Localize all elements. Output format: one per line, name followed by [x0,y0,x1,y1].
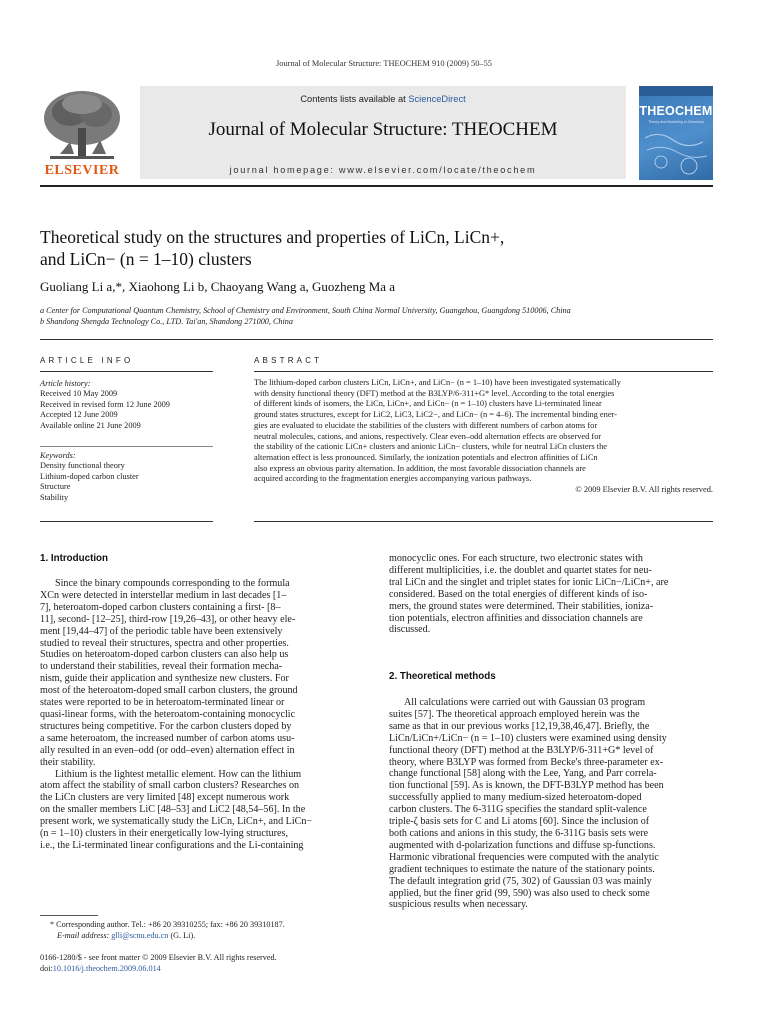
abstract-divider [254,371,713,372]
body-line: monocyclic ones. For each structure, two electronic states with [389,553,643,564]
article-info-label: ARTICLE INFO [40,356,134,365]
email-link[interactable]: glli@scnu.edu.cn [111,930,169,940]
body-line: tion potentials, electron affinities and dissociation channels are [389,612,643,624]
corresponding-author: * Corresponding author. Tel.: +86 20 39310255; fax: +86 20 39310187. [50,920,285,929]
front-matter-divider-left [40,521,213,522]
history-divider [40,446,213,447]
contents-line [140,94,626,104]
body-line: same as that in our previous works [12,19,38,46,47]. Briefly, the [389,720,650,732]
body-line: considered. Based on the total energies of different kinds of iso- [389,588,648,600]
body-line: on the smaller members LiC [48–53] and LiC2 [48,54–56]. In the [40,804,306,816]
keyword-item: Lithium-doped carbon cluster [40,471,139,481]
abstract-line: gies are evaluated to elucidate the stabilities of the clusters with different numbers of carbon atoms for [254,420,598,430]
keywords-title: Keywords: [40,451,76,460]
doi-link[interactable]: 10.1016/j.theochem.2009.06.014 [52,963,161,973]
body-line: (n = 1–10) clusters in their energetically low-lying structures, [40,828,288,840]
history-online: Available online 21 June 2009 [40,420,141,430]
body-line: Since the binary compounds corresponding to the formula [55,578,290,589]
history-received: Received 10 May 2009 [40,389,118,399]
body-line: ally resulted in an even–odd (or odd–even) alternation effect in [40,744,295,756]
doi-line [40,964,370,975]
email-line [40,931,370,942]
body-line: gradient techniques to estimate the nature of the stationary points. [389,863,655,875]
body-line: suspicious results when necessary. [389,899,528,911]
body-line: carbon clusters. The 6-311G specifies the standard split-valence [389,804,647,816]
abstract-label: ABSTRACT [254,356,323,365]
body-line: change functional [58] along with the Lee, Yang, and Parr correla- [389,768,657,780]
body-line: structures being competitive. For the carbon clusters doped by [40,720,292,732]
history-accepted: Accepted 12 June 2009 [40,410,118,420]
affiliation-a: a Center for Computational Quantum Chemistry, School of Chemistry and Environment, South China Normal University, Guangzhou, Guangdong 510006, China [40,306,571,315]
body-line: tion functional [59]. As is known, the DFT-B3LYP method has been [389,780,664,792]
keyword-item: Structure [40,482,71,492]
body-line: suites [57]. The theoretical approach employed herein was the [389,708,640,720]
right-column-intro-continued [389,553,713,636]
tree-icon [40,88,124,164]
footnotes [40,920,370,941]
body-line: applied, but the finer grid (99, 590) was also used to check some [389,887,650,899]
body-line: discussed. [389,624,431,636]
body-line: Lithium is the lightest metallic element. How can the lithium [55,768,302,780]
body-line: a same heteroatom, the increased number of carbon atoms usu- [40,732,295,744]
article-info-divider [40,371,213,372]
body-line: Harmonic vibrational frequencies were computed with the analytic [389,851,659,863]
publication-info [40,953,370,974]
body-line: 11], second- [12–25], third-row [19,26–43], or other heavy ele- [40,613,296,625]
body-line: their stability. [40,756,96,768]
doi-label: doi: [40,963,53,973]
section-heading-methods: 2. Theoretical methods [389,671,496,682]
body-line: XCn were detected in interstellar medium in last decades [1– [40,589,287,601]
body-line: successfully applied to many medium-sized heteroatom-doped [389,792,642,804]
sciencedirect-link[interactable]: ScienceDirect [408,94,466,104]
contents-prefix: Contents lists available at [300,94,409,104]
body-line: mers, the ground states were determined. Their stabilities, ioniza- [389,600,654,612]
article-title [40,226,713,270]
journal-title: Journal of Molecular Structure: THEOCHEM [208,119,558,140]
header-divider [40,185,713,187]
article-authors: Guoliang Li a,*, Xiaohong Li b, Chaoyang Wang a, Guozheng Ma a [40,279,396,294]
body-line: studied to reveal their structures, spectra and other properties. [40,637,289,649]
body-line: most of the heteroatom-doped small carbon clusters, the ground [40,685,298,697]
elsevier-wordmark: ELSEVIER [44,163,120,178]
body-line: 7], heteroatom-doped carbon clusters containing a first- [8– [40,601,281,613]
body-line: to understand their stabilities, reveal their formation mecha- [40,661,283,673]
abstract-copyright: © 2009 Elsevier B.V. All rights reserved. [575,485,713,495]
keywords-block [40,451,215,503]
body-line: The default integration grid (75, 302) of Gaussian 03 was mainly [389,875,652,887]
email-suffix: (G. Li). [168,930,196,940]
article-history [40,379,215,431]
body-line: theory, where B3LYP was formed from Becke's three-parameter ex- [389,756,664,768]
abstract-line: the stability of the cationic LiCn+ clusters and anionic LiCn− clusters, while for neutral LiCn clusters the [254,442,607,452]
abstract-line: acquired according to the fragmentation energies accompanying various pathways. [254,474,532,484]
footnote-divider [40,915,98,916]
journal-cover-thumbnail[interactable] [639,86,713,180]
introduction-body [40,578,365,852]
body-line: functional theory (DFT) method at the B3LYP/6-311+G* level of [389,744,654,756]
body-line: quasi-linear forms, with the heteroatom-containing monocyclic [40,708,296,720]
affiliation-divider [40,339,713,340]
abstract-line: The lithium-doped carbon clusters LiCn, LiCn+, and LiCn− (n = 1–10) have been investigated systematically [254,378,621,387]
abstract-line: of different kinds of isomers, the LiCn, LiCn+, and LiCn− (n = 1–10) clusters have Li-terminated linear [254,399,602,409]
body-line: augmented with d-polarization functions and diffuse sp-functions. [389,839,656,851]
abstract-line: neutral molecules, cations, and anions, respectively. Clear even–odd alternation effects are observed for [254,431,602,441]
affiliation-b: b Shandong Shengda Technology Co., LTD. Tai'an, Shandong 271000, China [40,317,293,326]
abstract-line: with density functional theory (DFT) method at the B3LYP/6-311+G* level. According to the total energies [254,388,615,398]
email-label: E-mail address: [57,930,112,940]
keyword-item: Stability [40,492,69,502]
body-line: both cations and anions in this study, the 6-311G basis sets were [389,827,649,839]
abstract-line: ground states structures, except for LiC2, LiC3, LiC2−, and LiCn− (n = 4–6). The incremental binding ener- [254,410,617,420]
journal-citation: Journal of Molecular Structure: THEOCHEM 910 (2009) 50–55 [276,59,492,68]
keyword-item: Density functional theory [40,461,125,471]
history-title: Article history: [40,379,91,388]
body-line: tral LiCn and the singlet and triplet states for ionic LiCn−/LiCn+, are [389,576,669,588]
cover-title: THEOCHEM [639,104,713,118]
body-line: Studies on heteroatom-doped carbon clusters can also help us [40,649,289,661]
body-line: nism, guide their application and synthesize new clusters. For [40,673,289,685]
issn-line: 0166-1280/$ - see front matter © 2009 Elsevier B.V. All rights reserved. [40,953,277,962]
history-revised: Received in revised form 12 June 2009 [40,399,170,409]
title-line-2: and LiCn− (n = 1–10) clusters [40,249,252,269]
front-matter-divider-right [254,521,713,522]
section-heading-introduction: 1. Introduction [40,553,109,564]
cover-subtitle: Theory and Modelling in Chemistry [648,120,704,124]
body-line: different multiplicities, i.e. the doublet and quartet states for neu- [389,564,652,576]
title-line-1: Theoretical study on the structures and properties of LiCn, LiCn+, [40,227,505,247]
journal-homepage[interactable]: journal homepage: www.elsevier.com/locate/theochem [229,165,537,175]
body-line: the LiCn clusters are very limited [48] except numerous work [40,792,290,804]
body-line: states were reported to be in heteroatom-terminated linear or [40,697,285,709]
body-line: LiCn/LiCn+/LiCn− (n = 1–10) clusters were examined using density [389,732,667,744]
abstract-text [254,378,713,496]
body-line: triple-ζ basis sets for C and Li atoms [60]. Since the inclusion of [389,816,650,828]
body-line: i.e., the Li-terminated linear configurations and the Li-containing [40,839,304,851]
abstract-line: also express an obvious parity alternation. In addition, the most favorable dissociation channels are [254,463,586,473]
abstract-line: alternation effect is less pronounced. Similarly, the ionization potentials and electron affinities of LiCn [254,452,598,462]
cover-pattern-icon [639,86,713,180]
methods-body [389,697,713,911]
body-line: present work, we systematically study the LiCn, LiCn+, and LiCn− [40,816,313,828]
body-line: atom affect the stability of small carbon clusters? Researches on [40,780,300,792]
body-line: ment [19,44–47] of the periodic table have been extensively [40,625,283,637]
body-line: All calculations were carried out with Gaussian 03 program [404,697,646,708]
